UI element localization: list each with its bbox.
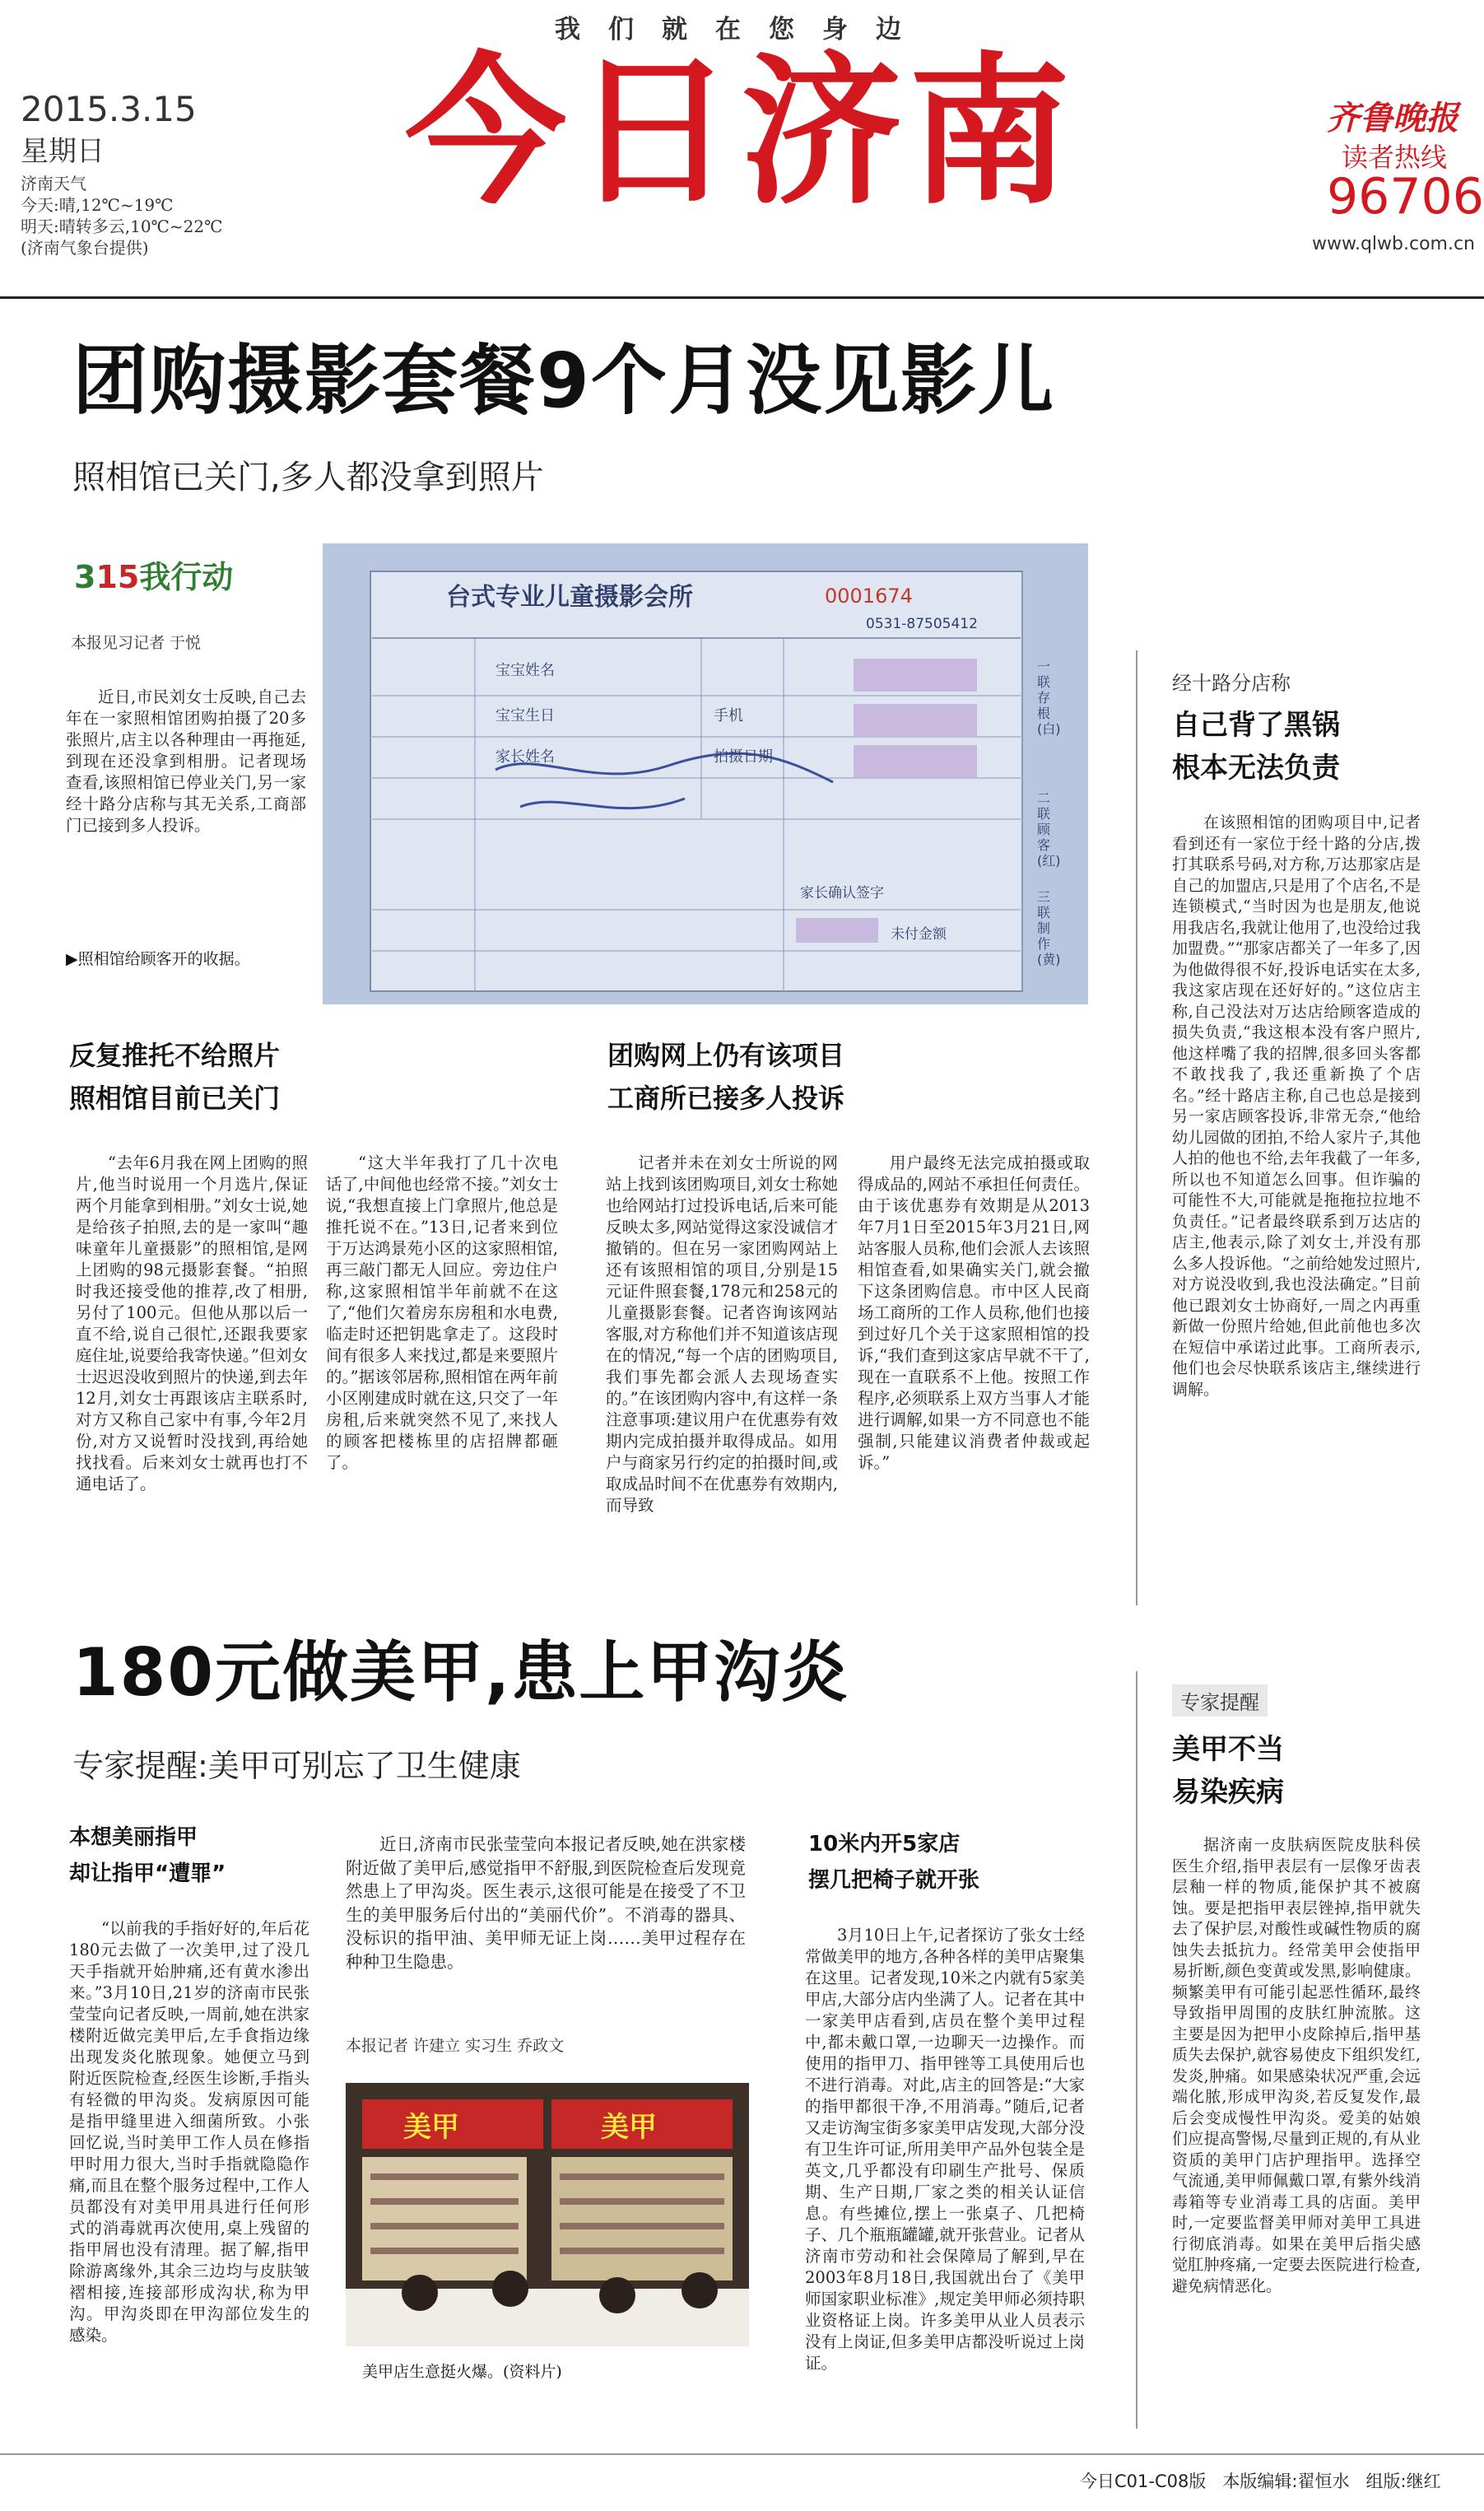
story1-sub2-title: 团购网上仍有该项目 工商所已接多人投诉: [607, 1040, 845, 1114]
receipt-field-date: 拍摄日期: [714, 748, 773, 766]
receipt-side-1: 一联 存根(白): [1037, 659, 1061, 737]
receipt-field-birthday: 宝宝生日: [495, 707, 555, 724]
story1-sidebar: [1136, 650, 1434, 1605]
story2-sidebar-title: 美甲不当 易染疾病: [1172, 1733, 1284, 1809]
brand-logo: 齐鲁晚报: [1327, 99, 1458, 137]
story2-photo-caption: 美甲店生意挺火爆。(资料片): [362, 2363, 562, 2381]
story1-lead: 近日,市民刘女士反映,自己去年在一家照相馆团购拍摄了20多张照片,店主以各种理由一再拖延,到现在还没拿到相册。记者现场查看,该照相馆已停业关门,另一家经十路分店称与其无关系,工商部门已接到多人投诉。: [66, 687, 306, 835]
story1-subheadline: 照相馆已关门,多人都没拿到照片: [72, 459, 544, 496]
story2-sidebar-body: 据济南一皮肤病医院皮肤科侯医生介绍,指甲表层有一层像牙齿表层釉一样的物质,能保护其不被腐蚀。要是把指甲表层锉掉,指甲就失去了保护层,对酸性或碱性物质的腐蚀失去抵抗力。经常美甲会使指甲易折断,颜色变黄或发黑,影响健康。频繁美甲有可能引起恶性循环,最终导致指甲周围的皮肤红肿流脓。这主要是因为把甲小皮除掉后,指甲基质失去保护,就容易使皮下组织发红,发炎,肿痛。如果感染状况严重,会远端化脓,形成甲沟炎,若反复发作,最后会变成慢性甲沟炎。爱美的姑娘们应提高警惕,尽量到正规的,有从业资质的美甲门店护理指甲。选择空气流通,美甲师佩戴口罩,有紫外线消毒箱等专业消毒工具的店面。美甲时,一定要监督美甲师对美甲工具进行彻底消毒。如果在美甲后指尖感觉肛肿疼痛,一定要去医院进行检查,避免病情恶化。: [1172, 1836, 1421, 2295]
story2-sub2-body: 3月10日上午,记者探访了张女士经常做美甲的地方,各种各样的美甲店聚集在这里。记者发现,10米之内就有5家美甲店,大部分店内坐满了人。记者在其中一家美甲店看到,店员在整个美甲过程中,都未戴口罩,一边聊天一边操作。而使用的指甲刀、指甲锉等工具使用后也不进行消毒。对此,店主的回答是:“大家的指甲都很干净,不用消毒。”随后,记者又走访淘宝街多家美甲店发现,大部分没有卫生许可证,所用美甲产品外包装全是英文,几乎都没有印刷生产批号、保质期、生产日期,厂家之类的相关认证信息。有些摊位,摆上一张桌子、几把椅子、几个瓶瓶罐罐,就开张营业。记者从济南市劳动和社会保障局了解到,早在2003年8月18日,我国就出台了《美甲师国家职业标准》,规定美甲师必须持职业资格证上岗。许多美甲从业人员表示没有上岗证,但多美甲店都没听说过上岗证。: [805, 1926, 1085, 2373]
receipt-field-parent: 家长姓名: [495, 748, 555, 766]
story1-sub1-col2: “这大半年我打了几十次电话了,中间他也经常不接。”刘女士说,“我想直接上门拿照片,他总是推托说不在。”13日,记者来到位于万达鸿景苑小区的这家照相馆,再三敲门都无人回应。旁边住户称,这家照相馆半年前就不在这了,“他们欠着房东房租和水电费,临走时还把钥匙拿走了。这段时间有很多人来找过,都是来要照片的。”据该邻居称,照相馆在两年前小区刚建成时就在这,只交了一年房租,后来就突然不见了,来找人的顾客把楼栋里的店招牌都砸了。: [326, 1153, 558, 1472]
receipt-field-confirm: 家长确认签字: [800, 885, 884, 901]
footer-info: 今日C01-C08版 本版编辑:翟恒水 组版:继红: [1080, 2471, 1441, 2491]
receipt-illustration: [323, 543, 1088, 1004]
receipt-title: 台式专业儿童摄影会所: [446, 583, 693, 612]
story1-photo-caption: ▶照相馆给顾客开的收据。: [66, 950, 250, 968]
story1-byline: 本报见习记者 于悦: [71, 634, 202, 652]
story1-sub1-title: 反复推托不给照片 照相馆目前已关门: [69, 1040, 281, 1114]
weather-tomorrow: 明天:晴转多云,10℃~22℃: [21, 217, 223, 236]
story2-subheadline: 专家提醒:美甲可别忘了卫生健康: [72, 1748, 521, 1784]
weather-today: 今天:晴,12℃~19℃: [21, 195, 174, 215]
shop-sign-left: 美甲: [403, 2111, 459, 2144]
masthead: 今日济南: [404, 37, 1077, 226]
website: www.qlwb.com.cn: [1312, 234, 1475, 254]
receipt-side-2: 二联 顾客(红): [1037, 790, 1061, 869]
story2-sub2-title: 10米内开5家店 摆几把椅子就开张: [808, 1832, 980, 1893]
header-rule: [0, 296, 1484, 299]
receipt-field-mobile: 手机: [714, 707, 743, 724]
hotline-number: 96706: [1327, 168, 1484, 226]
shop-sign-right: 美甲: [601, 2111, 657, 2144]
footer-rule: [0, 2453, 1484, 2455]
story1-sub2-col1: 记者并未在刘女士所说的网站上找到该团购项目,刘女士称她也给网站打过投诉电话,后来可能反映太多,网站觉得这家没诚信才撤销的。但在另一家团购网站上还有该照相馆的项目,分别是15元证件照套餐,178元和258元的儿童摄影套餐。记者咨询该网站客服,对方称他们并不知道该店现在的情况,“每一个店的团购项目,我们事先都会派人去现场查实的。”在该团购内容中,有这样一条注意事项:建议用户在优惠券有效期内完成拍摄并取得成品。如用户与商家另行约定的拍摄时间,或取成品时间不在优惠券有效期内,而导致: [606, 1153, 838, 1515]
receipt-phone: 0531-87505412: [866, 616, 978, 632]
slogan: 我们就在您身边: [555, 15, 929, 44]
hotline-label: 读者热线: [1342, 142, 1448, 173]
story1-sub2-col2: 用户最终无法完成拍摄或取得成品的,网站不承担任何责任。由于该优惠券有效期是从2013年7月1日至2015年3月21日,网站客服人员称,他们会派人去该照相馆查看,如果确实关门,就会撤下这条团购信息。市中区人民商场工商所的工作人员称,他们也接到过好几个关于这家照相馆的投诉,“我们查到这家店早就不干了,现在一直联系不上他。按照工作程序,必须联系上双方当事人才能进行调解,如果一方不同意也不能强制,只能建议消费者仲裁或起诉。”: [858, 1153, 1090, 1472]
receipt-number: 0001674: [825, 585, 913, 608]
logo-315: 315我行动: [74, 559, 234, 595]
issue-date: 2015.3.15: [21, 89, 197, 129]
story1-sidebar-title: 自己背了黑锅 根本无法负责: [1172, 709, 1340, 785]
story2-lead: 近日,济南市民张莹莹向本报记者反映,她在洪家楼附近做了美甲后,感觉指甲不舒服,到医院检查后发现竟然患上了甲沟炎。医生表示,这很可能是在接受了不卫生的美甲服务后付出的“美丽代价”。不消毒的器具、没标识的指甲油、美甲师无证上岗……美甲过程存在种种卫生隐患。: [346, 1834, 746, 1972]
receipt-field-unpaid: 未付金额: [891, 926, 947, 943]
story2-headline: 180元做美甲,患上甲沟炎: [72, 1634, 849, 1711]
story2-sub1-title: 本想美丽指甲 却让指甲“遭罪”: [69, 1825, 226, 1886]
receipt-photo: [323, 543, 1088, 1004]
story1-sidebar-body: 在该照相馆的团购项目中,记者看到还有一家位于经十路的分店,拨打其联系号码,对方称,万达那家店是自己的加盟店,只是用了个店名,不是连锁模式,“当时因为也是朋友,他说用我店名,我就让他用了,也没给过我加盟费。”“那家店都关了一年多了,因为他做得很不好,投诉电话实在太多,我这家店现在还好好的。”这位店主称,自己没法对万达店给顾客造成的损失负责,“我这根本没有客户照片,他这样嘴了我的招牌,很多回头客都不敢找我了,我还重新换了个店名。”经十路店主称,自己也总是接到另一家店顾客投诉,非常无奈,“他给幼儿园做的团拍,不给人家片子,其他人拍的他也不给,去年我截了一年多,所以也不知道怎么回事。但诈骗的可能性不大,可能就是拖拖拉拉地不负责任。”记者最终联系到万达店的店主,他表示,除了刘女士,并没有那么多人投诉他。“之前给她发过照片,对方说没收到,我也没法确定。”目前他已跟刘女士协商好,一周之内再重新做一份照片给她,但此前他也多次在短信中承诺过此事。工商所表示,他们也会尽快联系该店主,继续进行调解。: [1172, 813, 1421, 1399]
story1-headline: 团购摄影套餐9个月没见影儿: [72, 337, 1056, 425]
weekday: 星期日: [21, 135, 105, 168]
weather-box: [21, 173, 223, 259]
story2-byline: 本报记者 许建立 实习生 乔政文: [346, 2037, 565, 2055]
receipt-side-3: 三联 制作(黄): [1037, 889, 1061, 967]
nail-salon-photo: [346, 2083, 749, 2346]
story2-sub1-body: “以前我的手指好好的,年后花180元去做了一次美甲,过了没几天手指就开始肿痛,还有黄水渗出来。”3月10日,21岁的济南市民张莹莹向记者反映,一周前,她在洪家楼附近做完美甲后,左手食指边缘出现发炎化脓现象。她便立马到附近医院检查,经医生诊断,手指头有轻微的甲沟炎。发病原因可能是指甲缝里进入细菌所致。小张回忆说,当时美甲工作人员在修指甲时用力很大,当时手指就隐隐作痛,而且在整个服务过程中,工作人员都没有对美甲用具进行任何形式的消毒就再次使用,桌上残留的指甲屑也没有清理。据了解,指甲除游离缘外,其余三边均与皮肤皱褶相接,连接部形成沟状,称为甲沟。甲沟炎即在甲沟部位发生的感染。: [69, 1919, 309, 2345]
weather-title: 济南天气: [21, 174, 86, 193]
weather-source: (济南气象台提供): [21, 238, 149, 258]
story1-sub1-col1: “去年6月我在网上团购的照片,他当时说用一个月选片,保证两个月能拿到相册。”刘女士说,她是给孩子拍照,去的是一家叫“趣味童年儿童摄影”的照相馆,是网上团购的98元摄影套餐。“拍照时我还接受他的推荐,改了相册,另付了100元。但他从那以后一直不给,说自己很忙,还跟我要家庭住址,说要给我寄快递。”但刘女士迟迟没收到照片的快递,到去年12月,刘女士再跟该店主联系时,对方又称自己家中有事,今年2月份,对方又说暂时没找到,再给她找找看。后来刘女士就再也打不通电话了。: [76, 1153, 308, 1493]
story2-sidebar-tag: 专家提醒: [1172, 1684, 1268, 1717]
story1-sidebar-tag: 经十路分店称: [1172, 672, 1291, 695]
story2-sidebar: [1136, 1671, 1434, 2429]
receipt-field-name: 宝宝姓名: [495, 662, 555, 679]
